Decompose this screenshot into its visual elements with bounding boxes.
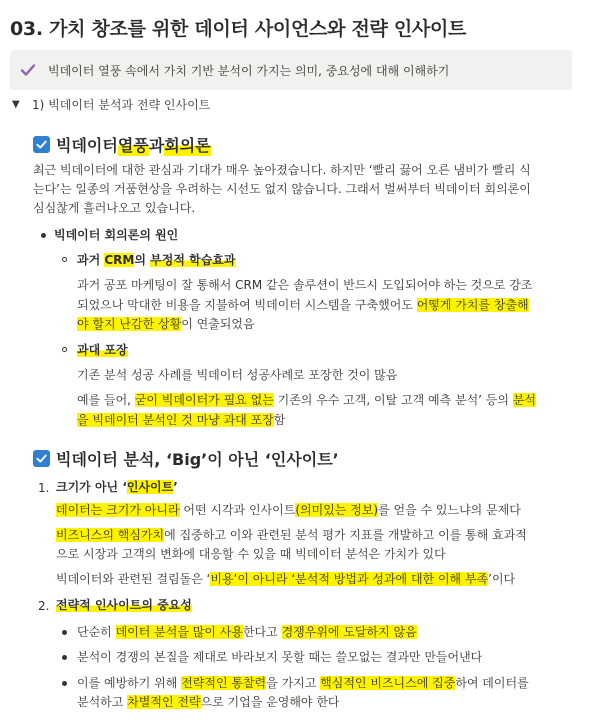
item1-title: 크기가 아닌 ‘인사이트’ bbox=[56, 480, 178, 494]
heading-insight: 빅데이터 분석, ‘Big’이 아닌 ‘인사이트’ bbox=[33, 447, 339, 470]
sub-title-crm: 과거 CRM의 부정적 학습효과 bbox=[77, 253, 236, 267]
page-title: 03. 가치 창조를 위한 데이터 사이언스와 전략 인사이트 bbox=[10, 18, 467, 40]
item2-title: 전략적 인사이트의 중요성 bbox=[56, 598, 192, 612]
list-number: 1. bbox=[38, 481, 50, 495]
toggle-label[interactable]: 1) 빅데이터 분석과 전략 인사이트 bbox=[32, 98, 211, 112]
bullet-dot bbox=[62, 655, 67, 660]
checkbox-icon[interactable] bbox=[33, 136, 50, 153]
bullet-dot bbox=[62, 681, 67, 686]
sub-title-overpackaging: 과대 포장 bbox=[77, 343, 128, 357]
list-item: 단순히 데이터 분석을 많이 사용한다고 경쟁우위에 도달하지 않음 bbox=[77, 625, 417, 639]
bullet-dot bbox=[62, 630, 67, 635]
bullet-dot bbox=[41, 233, 46, 238]
callout-text: 빅데이터 열풍 속에서 가치 기반 분석이 가지는 의미, 중요성에 대해 이해하기 bbox=[48, 63, 450, 78]
checkbox-icon[interactable] bbox=[33, 450, 50, 467]
list-number: 2. bbox=[38, 599, 50, 613]
bullet-ring bbox=[62, 347, 67, 352]
cause-title: 빅데이터 회의론의 원인 bbox=[54, 228, 179, 242]
toggle-block[interactable] bbox=[12, 96, 210, 113]
callout bbox=[10, 50, 572, 90]
bullet-ring bbox=[62, 257, 67, 262]
list-item: 분석이 경쟁의 본질을 제대로 바라보지 못할 때는 쓸모없는 결과만 만들어낸다 bbox=[77, 650, 483, 664]
heading-bigdata-hype: 빅데이터 열풍 과 회의론 bbox=[33, 133, 211, 156]
checkmark-icon bbox=[20, 62, 36, 78]
toggle-triangle-icon[interactable]: ▼ bbox=[12, 99, 20, 110]
